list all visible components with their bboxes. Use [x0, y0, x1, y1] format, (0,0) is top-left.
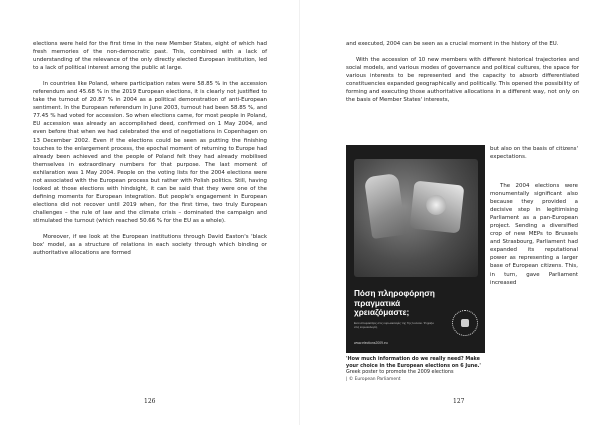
poster-url: www.elections2009.eu	[354, 341, 388, 345]
poster-photo	[346, 145, 485, 353]
wrapped-paragraph: The 2004 elections were monumentally significant also because they provided a decisive step in legitimising Parliament as a pan-European project. Sending a diversified crop of new MEPs to Brussels and Strasbourg, Parliament had expanded its reputational power as representing a larger base of European citizens. This, in turn, gave Parliament increased	[490, 183, 578, 286]
caption-description: Greek poster to promote the 2009 elections	[346, 369, 454, 376]
paragraph: and executed, 2004 can be seen as a crucial moment in the history of the EU.	[346, 41, 559, 47]
page-number: 126	[144, 398, 156, 405]
paragraph: Moreover, if we look at the European institutions through David Easton's 'black box' model, as a structure of relations in each society through which binding or authoritative allocations are formed	[33, 234, 267, 257]
wrapped-paragraph: but also on the basis of citizens' expectations.	[490, 146, 578, 161]
caption-quote: 'How much information do we really need? Make your choice in the European elections on 6 June.'	[346, 356, 481, 369]
poster-slogan: Πόση πληροφόρηση πραγματικά χρειαζόμαστε;	[354, 289, 435, 318]
left-text-column	[33, 40, 267, 257]
right-text-column	[346, 40, 579, 104]
paragraph: In countries like Poland, where participation rates were 58.85 % in the accession referendum and 45.68 % in the 2019 European elections, it is clearly not justified to take the turnout of 20.87 % in 2004 as a political demonstration of anti-European sentiment. In the European referendum in June 2003, turnout had been 58.85 %, and 77.45 % had voted for accession. So when elections came, for most people in Poland, EU accession was already an accomplished deed, confirmed on 1 May 2004, and even before that when we had celebrated the end of negotiations in Copenhagen on 13 December 2002. Even if the elections could be seen as putting the finishing touches to the enlargement process, the epochal moment of returning to Europe had already been achieved and the people of Poland felt they had already mobilised themselves in extraordinary numbers for that purpose. The last moment of exhilaration was 1 May 2004. People on the voting lists for the 2004 elections were not associated with the European process but rather with Polish politics. Still, having looked at those elections with hindsight, it can be said that they were one of the defining moments for European integration. But people's engagement in European elections did not recover until 2019 when, for the first time, two truly European challenges – the rule of law and the climate crisis – dominated the campaign and stimulated the turnout (which reached 50.66 % for the EU as a whole).	[33, 81, 267, 224]
poster-subtext: Εσύ αποφασίζεις στις ευρωεκλογές της 7ης Ιουνίου. Ψηφίζω στις ευρωεκλογές.	[354, 321, 434, 329]
eu-stars-logo-icon	[452, 310, 478, 336]
paragraph: With the accession of 10 new members with different historical trajectories and social models, and various modes of governance and political cultures, the space for various interests to be represented and the capacity to absorb differentiated constituencies expanded geographically and politically. This opened the possibility of forming and executing those authoritative allocations in a different way, not only on the basis of Member States' interests,	[346, 57, 579, 104]
page-number: 127	[453, 398, 465, 405]
product-package	[410, 181, 465, 234]
paragraph: elections were held for the first time in the new Member States, eight of which had fresh memories of the non-democratic past. This, combined with a lack of understanding of the relevance of the only directly elected European institution, led to a lack of political interest among the public at large.	[33, 41, 267, 72]
caption-credit: | © European Parliament	[346, 376, 401, 382]
figure-caption	[346, 356, 485, 383]
